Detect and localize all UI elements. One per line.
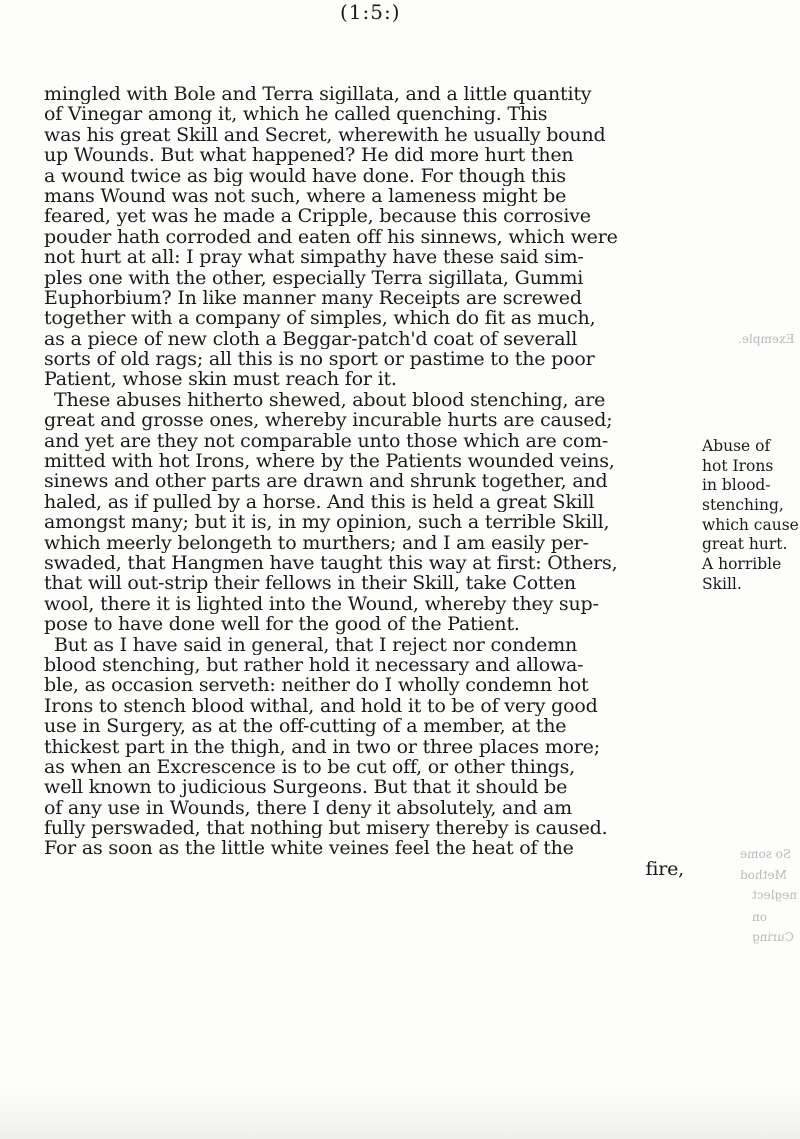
text-line: pose to have done well for the good of the Patient. [44,614,520,635]
text-line: that will out-strip their fellows in their Skill, take Cotten [44,573,576,594]
text-line: feared, yet was he made a Cripple, because this corrosive [44,206,591,227]
text-line: sorts of old rags; all this is no sport or pastime to the poor [44,349,595,370]
text-line: ples one with the other, especially Terra sigillata, Gummi [44,267,584,288]
text-line: blood stenching, but rather hold it necessary and allowa- [44,654,584,676]
text-line: thickest part in the thigh, and in two or three places more; [44,736,600,757]
marginal-note-line: great hurt. [702,535,788,554]
text-line: pouder hath corroded and eaten off his sinnews, which were [44,226,618,248]
text-line: of Vinegar among it, which he called quenching. This [44,104,548,125]
marginal-note-line: A horrible [702,555,782,574]
marginal-note-line: which cause [702,515,799,534]
text-line: amongst many; but it is, in my opinion, such a terrible Skill, [44,512,610,533]
bleed-through-text: So some [740,847,792,861]
text-line: together with a company of simples, which do fit as much, [44,308,596,329]
text-line: and yet are they not comparable unto those which are com- [44,430,609,452]
text-line: as when an Excrescence is to be cut off, or other things, [44,756,575,778]
text-line: Euphorbium? In like manner many Receipts are screwed [44,287,582,309]
page-bottom-margin [0,1090,800,1139]
bleed-through-text: Exemple. [738,332,795,346]
text-line: which meerly belongeth to murthers; and I am easily per- [44,532,589,553]
text-line: haled, as if pulled by a horse. And this is held a great Skill [44,491,595,513]
text-line: not hurt at all: I pray what simpathy have these said sim- [44,247,584,268]
text-line: as a piece of new cloth a Beggar-patch'd coat of severall [44,328,578,350]
marginal-note [702,437,799,595]
bleed-through-text: Curing [752,930,794,944]
text-line: of any use in Wounds, there I deny it absolutely, and am [44,797,572,819]
text-line: great and grosse ones, whereby incurable hurts are caused; [44,410,613,431]
text-line: Irons to stench blood withal, and hold it to be of very good [44,695,598,717]
catchword: fire, [645,858,684,880]
marginal-note-line: in blood- [702,476,771,495]
text-line: fully perswaded, that nothing but misery thereby is caused. [44,818,608,839]
bleed-through-text: on [752,910,767,924]
marginal-note-line: Skill. [702,574,742,593]
marginal-note-line: stenching, [702,496,784,515]
text-line: was his great Skill and Secret, wherewith he usually bound [44,124,606,146]
marginal-note-line: hot Irons [702,456,774,475]
text-line: mitted with hot Irons, where by the Patients wounded veins, [44,451,615,472]
text-line: Patient, whose skin must reach for it. [44,369,397,390]
text-line: up Wounds. But what happened? He did more hurt then [44,145,574,166]
text-line: ble, as occasion serveth: neither do I wholly condemn hot [44,675,589,696]
text-line: For as soon as the little white veines feel the heat of the [44,838,574,859]
body-text [44,0,684,879]
paragraph-start-line: But as I have said in general, that I reject nor condemn [54,634,578,655]
text-line: sinews and other parts are drawn and shrunk together, and [44,471,608,492]
paragraph-start-line: These abuses hitherto shewed, about blood stenching, are [54,389,606,411]
marginal-note-line: Abuse of [702,437,771,455]
text-line: mingled with Bole and Terra sigillata, and a little quantity [44,84,592,105]
bleed-through-text: Method [740,868,787,882]
text-line: swaded, that Hangmen have taught this way at first: Others, [44,552,618,574]
text-line: a wound twice as big would have done. For though this [44,165,566,186]
text-line: use in Surgery, as at the off-cutting of a member, at the [44,716,567,737]
signature-mark: (1:5:) [340,0,401,24]
text-line: well known to judicious Surgeons. But that it should be [44,777,568,798]
bleed-through-text: neglect [752,888,797,902]
text-line: wool, there it is lighted into the Wound, whereby they sup- [44,593,599,615]
text-line: mans Wound was not such, where a lameness might be [44,185,567,207]
